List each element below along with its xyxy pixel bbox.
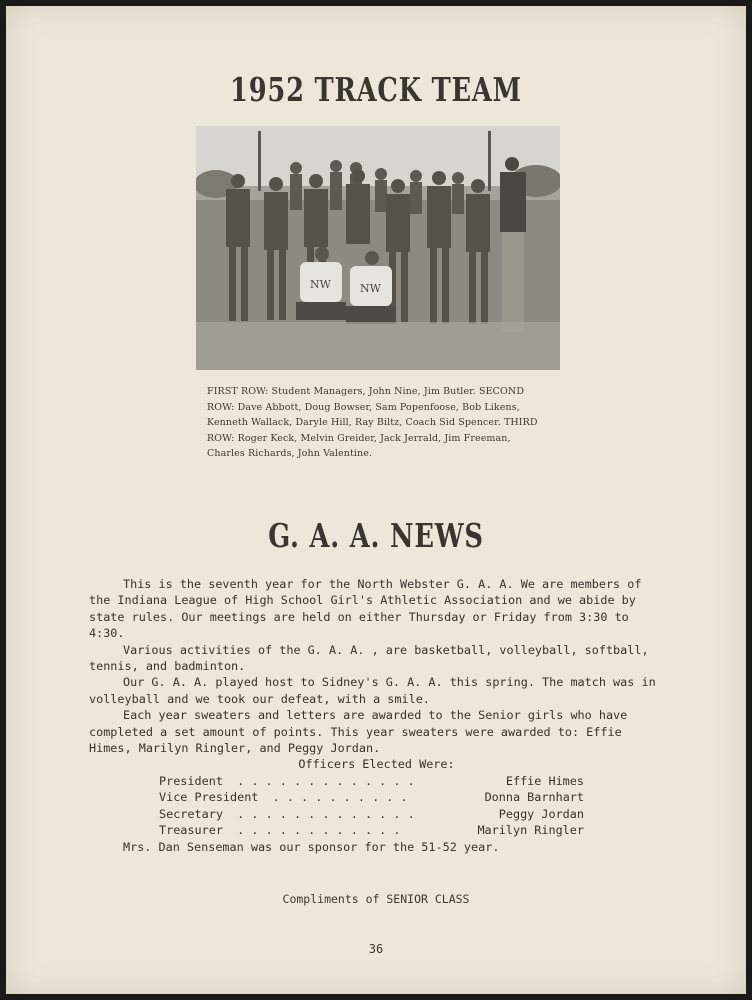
- sponsor-line: Mrs. Dan Senseman was our sponsor for the 51-52 year.: [123, 839, 500, 854]
- yearbook-page: [6, 6, 746, 994]
- footer-credit: Compliments of SENIOR CLASS: [282, 892, 470, 906]
- officer-row: [159, 773, 584, 789]
- team-photograph: [196, 126, 560, 370]
- page-number: 36: [368, 942, 384, 956]
- sweater-letters-right: NW: [360, 282, 381, 295]
- officer-name: Donna Barnhart: [484, 790, 584, 805]
- track-team-title: 1952 TRACK TEAM: [230, 70, 522, 109]
- officer-row: [159, 806, 584, 822]
- sweater-letters-left: NW: [310, 278, 331, 291]
- officer-office: President . . . . . . . . . . . . .: [159, 773, 415, 788]
- paragraph-2: Various activities of the G. A. A. , are basketball, volleyball, softball, tennis, and badminton.: [89, 642, 649, 674]
- paragraph-1: This is the seventh year for the North Webster G. A. A. We are members of the Indiana League of High School Girl's Athletic Association and we abide by state rules. Our meetings are held on either Thursday or Friday from 3:30 to 4:30.: [89, 577, 642, 641]
- officer-row: [159, 789, 584, 805]
- officer-row: [159, 822, 584, 838]
- team-photo-illustration: [196, 126, 560, 370]
- officers-list: [159, 773, 584, 839]
- paragraph-3: Our G. A. A. played host to Sidney's G. A. A. this spring. The match was in volleyball and we took our defeat, with a smile.: [89, 675, 656, 706]
- paragraph-4: Each year sweaters and letters are awarded to the Senior girls who have completed a set amount of points. This year sweaters were awarded to: Effie Himes, Marilyn Ringler, and Peggy Jordan.: [89, 708, 628, 756]
- officer-office: Treasurer . . . . . . . . . . . .: [159, 823, 401, 838]
- photo-caption: FIRST ROW: Student Managers, John Nine, Jim Butler. SECOND ROW: Dave Abbott, Doug Bowser, Sam Popenfoose, Bob Likens, Kenneth Wallack, Daryle Hill, Ray Biltz, Coach Sid Spencer. THIRD ROW: Roger Keck, Melvin Greider, Jack Jerrald, Jim Freeman, Charles Richards, John Valentine.: [207, 386, 538, 459]
- gaa-news-title: G. A. A. NEWS: [268, 516, 484, 555]
- gaa-article: [89, 576, 664, 855]
- officer-name: Peggy Jordan: [498, 806, 584, 821]
- officer-office: Vice President . . . . . . . . . .: [159, 790, 408, 805]
- officer-office: Secretary . . . . . . . . . . . . .: [159, 806, 415, 821]
- officers-heading: Officers Elected Were:: [298, 757, 455, 772]
- officer-name: Marilyn Ringler: [477, 823, 584, 838]
- officer-name: Effie Himes: [505, 773, 584, 788]
